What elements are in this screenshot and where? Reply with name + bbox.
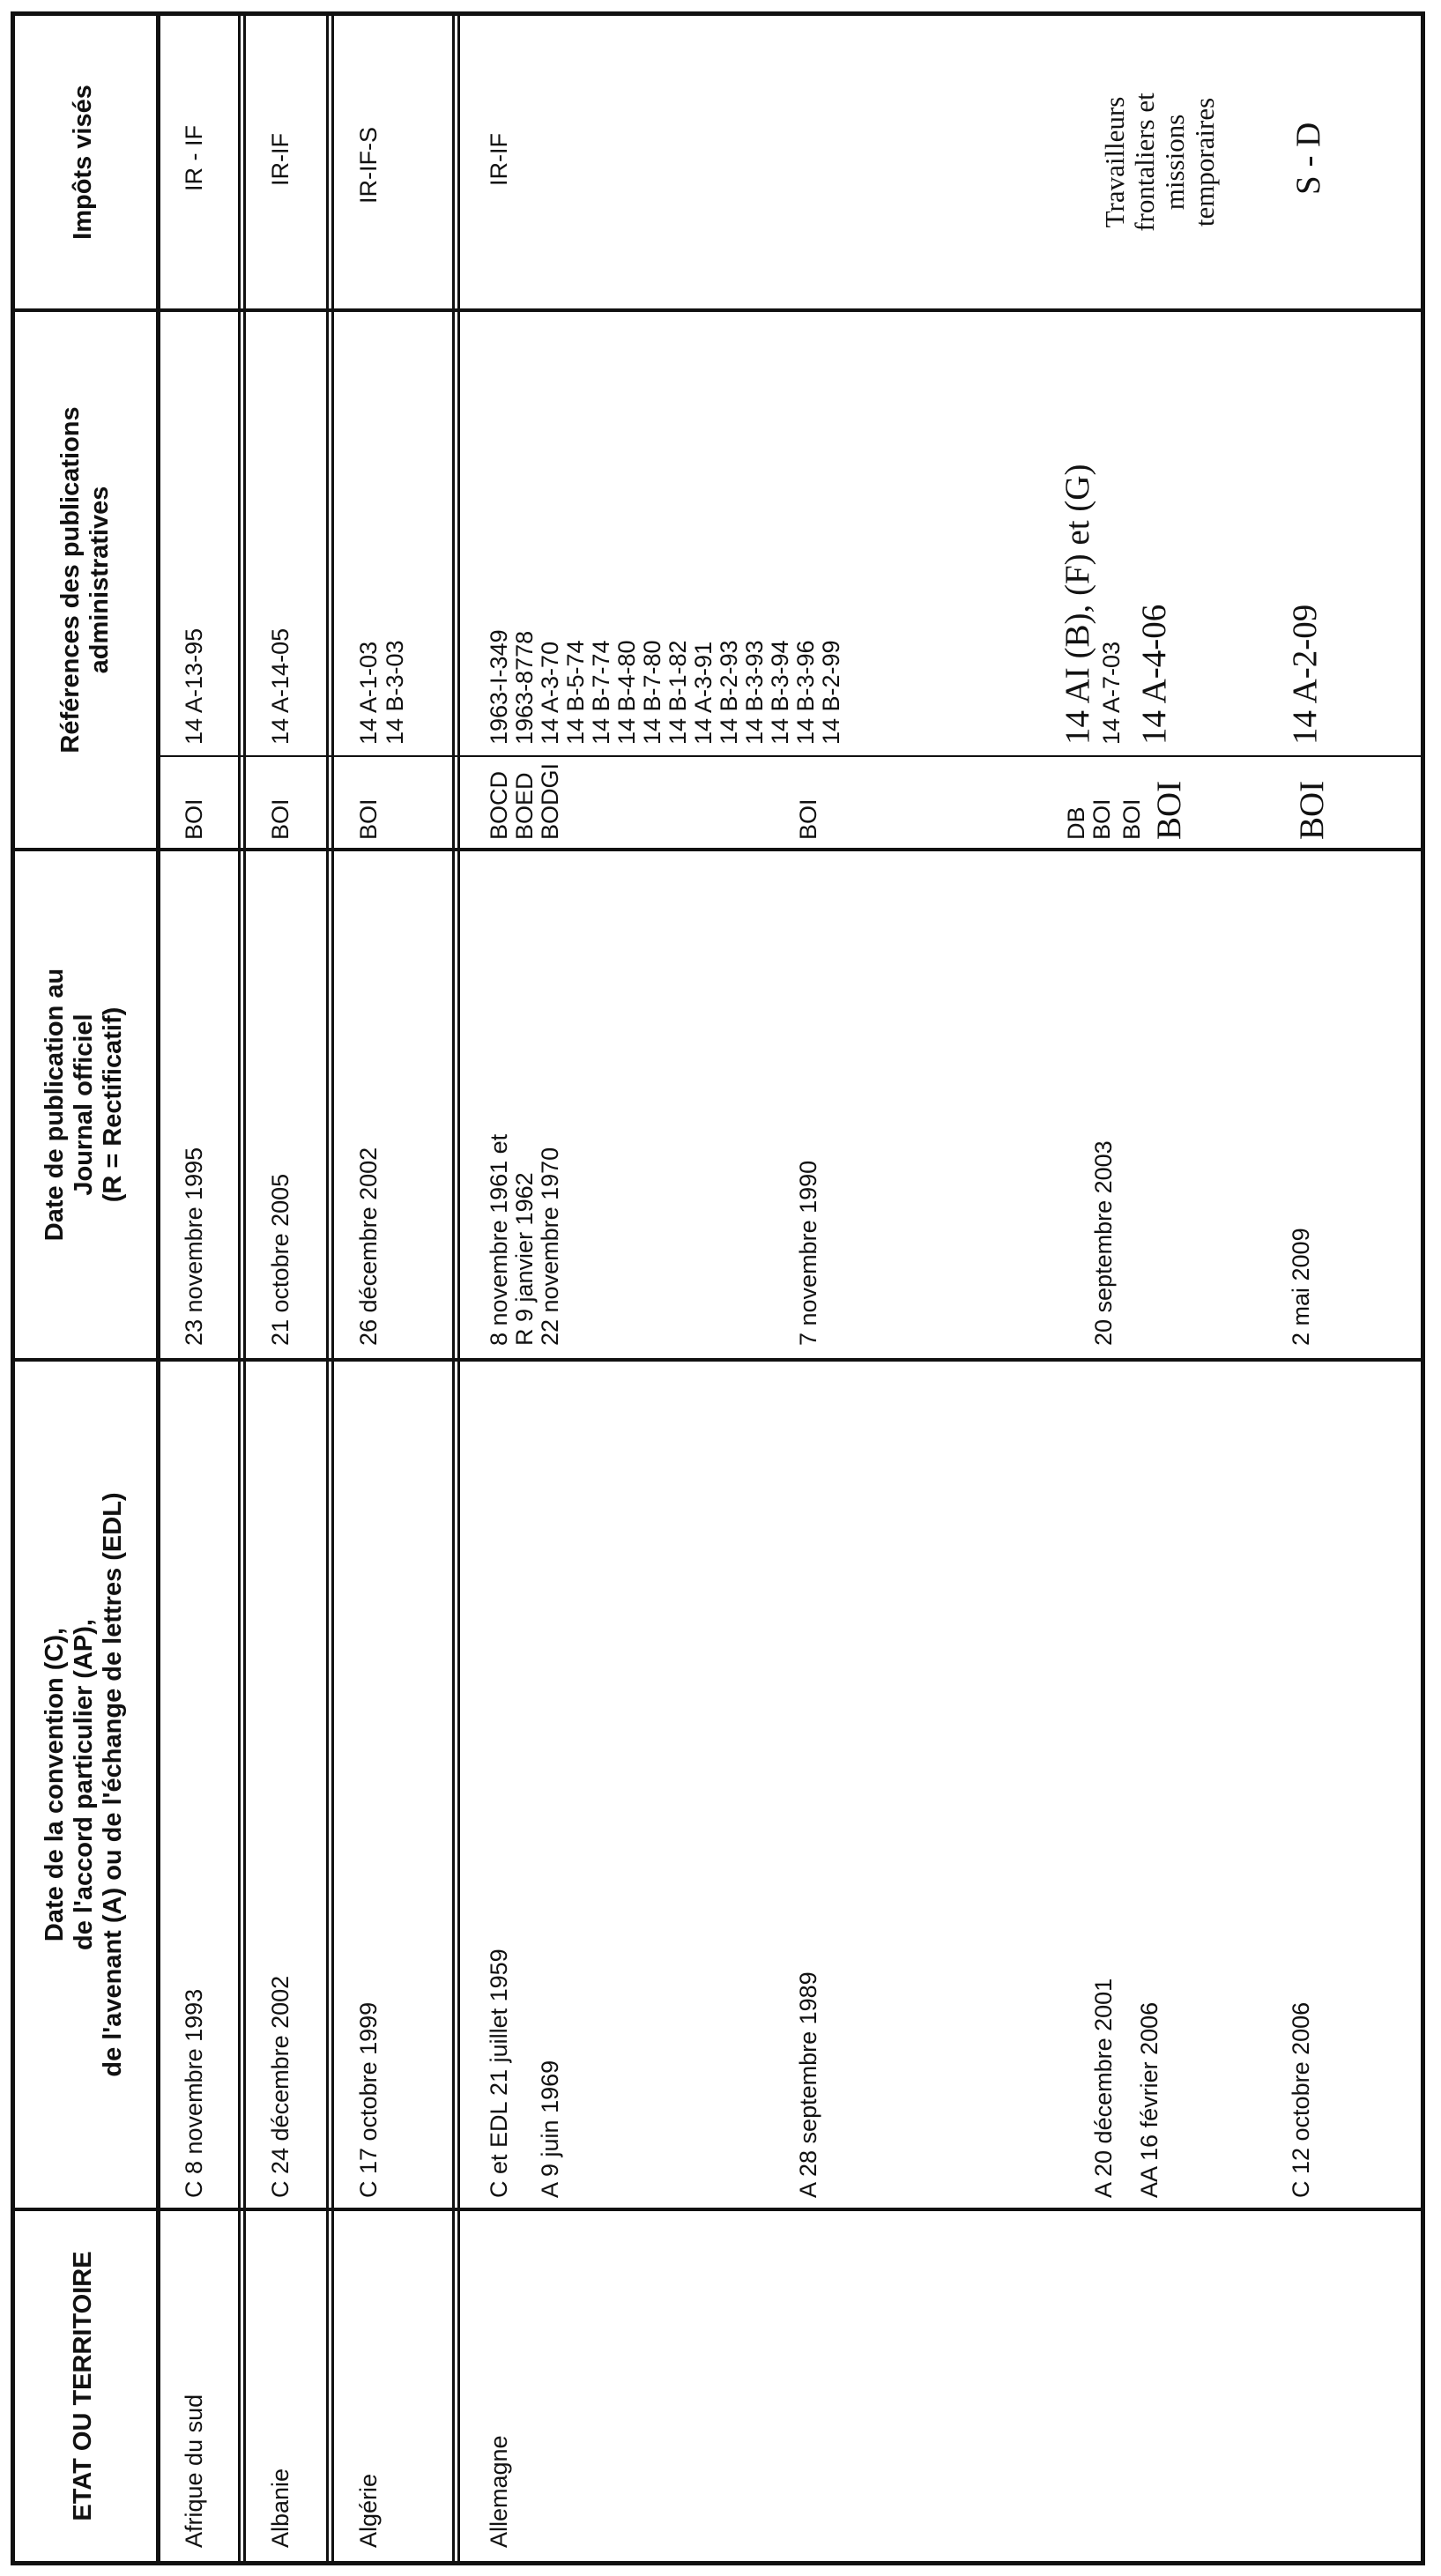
row-allemagne-convention: A 28 septembre 1989 [795, 1971, 821, 2198]
header-date-convention: Date de la convention (C), de l'accord particulier (AP), de l'avenant (A) ou de l'échange de lettres (EDL) [41, 1492, 127, 2077]
row-separator [457, 11, 460, 2565]
row-allemagne-ref-num: 14 A-7-03 [1098, 641, 1125, 745]
row-afrique-du-sud-ref-num: 14 A-13-95 [181, 627, 207, 745]
header-separator [156, 11, 160, 2565]
row-allemagne-ref-num: 14 AI (B), (F) et (G) [1058, 464, 1096, 745]
row-algerie-convention: C 17 octobre 1999 [355, 2001, 382, 2198]
row-allemagne-publication: 7 novembre 1990 [795, 1160, 821, 1346]
header-references: Références des publications administratives [56, 406, 114, 753]
column-separator [11, 2208, 1425, 2211]
row-albanie-ref-type: BOI [267, 798, 293, 840]
row-allemagne-etat: Allemagne [486, 2435, 512, 2548]
row-allemagne-ref-type: BOI [1118, 798, 1145, 840]
column-separator [11, 1358, 1425, 1362]
row-algerie-publication: 26 décembre 2002 [355, 1147, 382, 1346]
row-afrique-du-sud-ref-type: BOI [181, 798, 207, 840]
table-border-left [11, 2561, 1425, 2565]
references-subcolumn-separator [156, 755, 1425, 757]
row-albanie-ref-num: 14 A-14-05 [267, 627, 293, 745]
row-allemagne-publication: 2 mai 2009 [1288, 1228, 1314, 1346]
table-border-top [11, 11, 15, 2565]
row-separator [331, 11, 334, 2565]
header-impots: Impôts visés [69, 85, 97, 240]
row-allemagne-ref-type: BOI [1293, 780, 1331, 840]
row-separator [243, 11, 246, 2565]
row-allemagne-ref-type: BOI [1150, 780, 1188, 840]
row-afrique-du-sud-convention: C 8 novembre 1993 [181, 1988, 207, 2198]
row-allemagne-convention: AA 16 février 2006 [1136, 2001, 1162, 2198]
row-allemagne-publication: 8 novembre 1961 et R 9 janvier 1962 22 novembre 1970 [486, 1133, 563, 1346]
header-etat: ETAT OU TERRITOIRE [69, 2251, 97, 2521]
row-allemagne-ref-type: BOI [795, 798, 821, 840]
row-algerie-impots: IR-IF-S [355, 127, 382, 204]
row-allemagne-convention: A 20 décembre 2001 [1090, 1978, 1117, 2198]
row-allemagne-ref-num: 14 A-2-09 [1286, 604, 1324, 745]
table-border-bottom [1421, 11, 1425, 2565]
row-separator [452, 11, 455, 2565]
row-algerie-ref-num: 14 B-3-03 [382, 640, 408, 745]
rotated-table [11, 11, 1425, 2565]
header-date-publication: Date de publication au Journal officiel (R = Rectificatif) [41, 968, 127, 1242]
row-afrique-du-sud-publication: 23 novembre 1995 [181, 1147, 207, 1346]
row-allemagne-ref-type: DB BOI [1063, 798, 1115, 840]
row-allemagne-ref-type: BOCD BOED BODGI [486, 762, 563, 840]
row-allemagne-convention: A 9 juin 1969 [537, 2060, 563, 2198]
row-allemagne-convention: C 12 octobre 2006 [1288, 2001, 1314, 2198]
row-albanie-convention: C 24 décembre 2002 [267, 1975, 293, 2198]
treaty-table [11, 11, 1425, 2565]
row-allemagne-impots: S - D [1289, 122, 1327, 195]
row-albanie-publication: 21 octobre 2005 [267, 1173, 293, 1346]
row-afrique-du-sud-impots: IR - IF [181, 125, 207, 191]
row-separator [326, 11, 329, 2565]
row-albanie-impots: IR-IF [267, 133, 293, 186]
row-allemagne-convention: C et EDL 21 juillet 1959 [486, 1949, 512, 2198]
row-algerie-etat: Algérie [355, 2473, 382, 2548]
row-algerie-ref-type: BOI [355, 798, 382, 840]
row-separator [238, 11, 241, 2565]
column-separator [11, 308, 1425, 312]
row-algerie-ref-num: 14 A-1-03 [355, 641, 382, 745]
row-allemagne-ref-num: 1963-I-349 1963-8778 14 A-3-70 14 B-5-74 14 B-7-74 14 B-4-80 14 B-7-80 14 B-1-82 14 A-3-91 14 B-2-93 14 B-3-93 14 B-3-94 14 B-3-96 14 B-2-99 [486, 629, 844, 745]
row-afrique-du-sud-etat: Afrique du sud [181, 2394, 207, 2548]
row-allemagne-impots: IR-IF [486, 133, 512, 186]
column-separator [11, 848, 1425, 851]
row-allemagne-ref-num: 14 A-4-06 [1135, 604, 1173, 745]
row-albanie-etat: Albanie [267, 2468, 293, 2548]
row-allemagne-impots-note: Travailleurs frontaliers et missions temporaires [1099, 93, 1220, 232]
row-allemagne-publication: 20 septembre 2003 [1090, 1140, 1117, 1346]
